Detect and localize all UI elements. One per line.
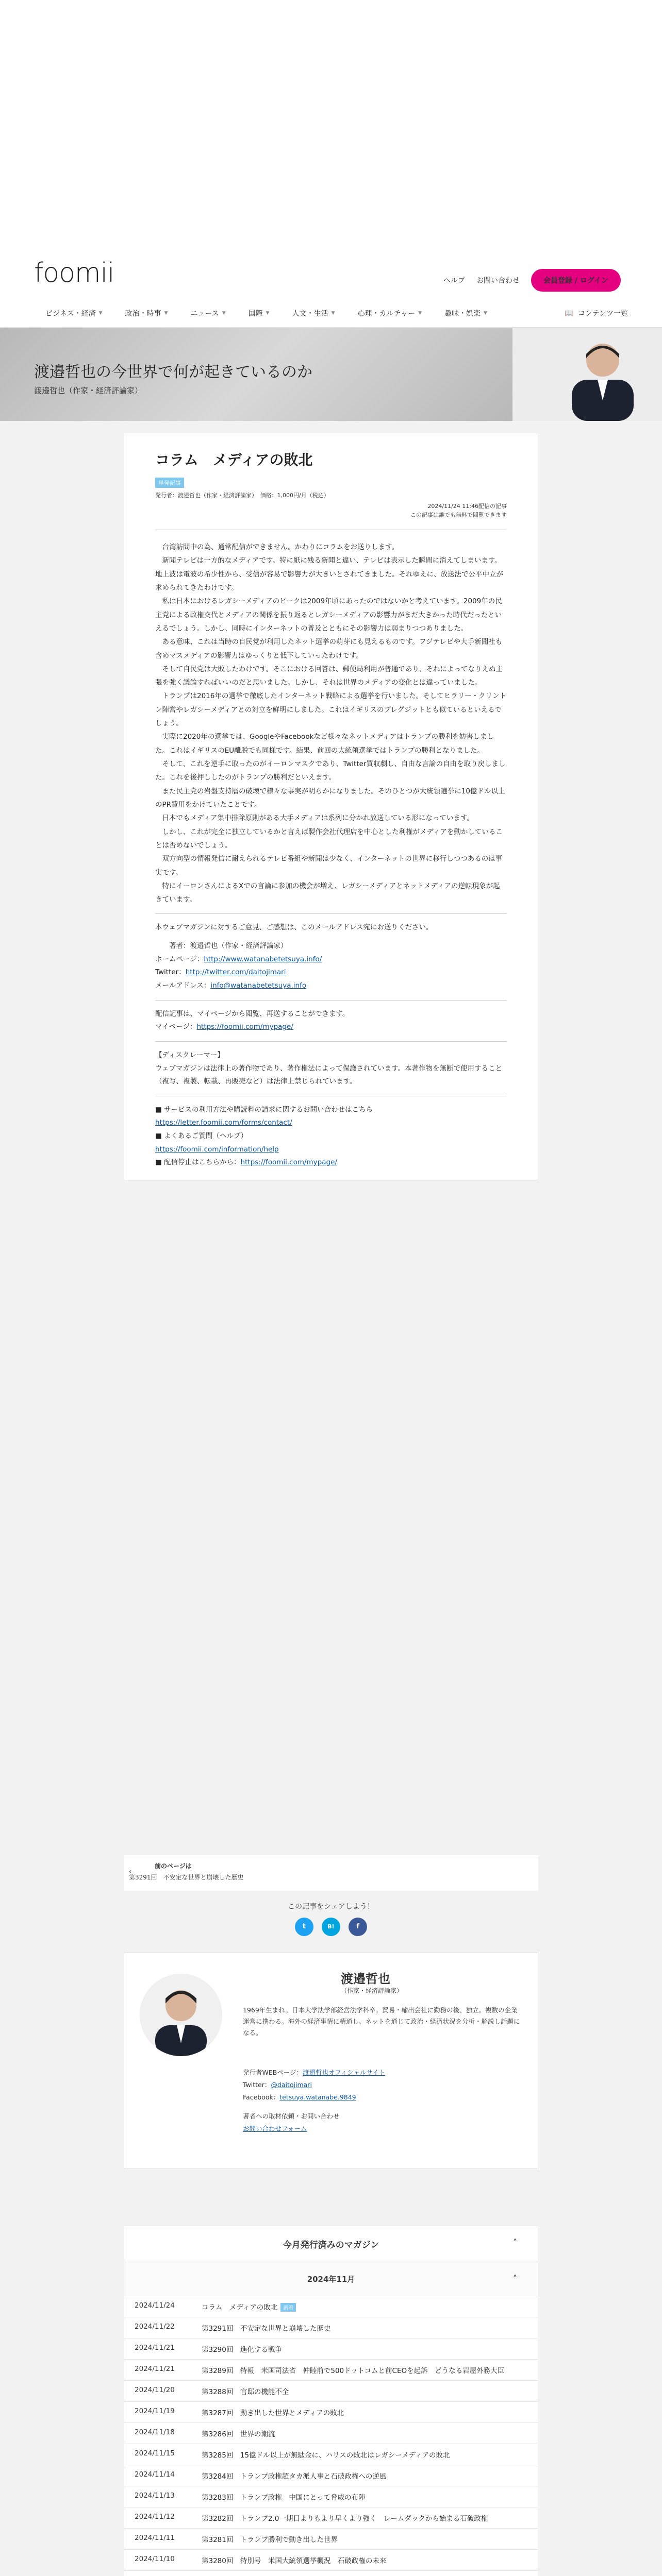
chevron-up-icon: ˄ xyxy=(513,2274,517,2283)
contact-heading: 著者への取材依頼・お問い合わせ xyxy=(243,2112,340,2121)
author-bio: 1969年生まれ。日本大学法学部経営法学科卒。貿易・輸出会社に勤務の後、独立。複数の企業運営に携わる。海外の経済事情に精通し、ネットを通じて政治・経済状況を分析・解説し話題になる。 xyxy=(243,2006,520,2037)
issue-title: コラム メディアの敗北 新着 xyxy=(202,2301,527,2312)
issue-row[interactable] xyxy=(124,2507,538,2529)
twitter-share-icon[interactable]: t xyxy=(295,1918,313,1936)
author-photo xyxy=(512,328,662,421)
issue-row[interactable] xyxy=(124,2423,538,2444)
author-profile xyxy=(124,1953,538,2169)
paragraph: ある意味、これは当時の自民党が利用したネット選挙の萌芽にも見えるものです。フジテレビや大手新聞社も含めマスメディアの影響力はゆっくりと低下していったわけです。 xyxy=(155,638,503,660)
help-link[interactable]: ヘルプ xyxy=(443,277,465,285)
nav-item-hobby[interactable]: 趣味・娯楽 ▼ xyxy=(444,309,487,318)
issue-title: 第3285回 15億ドル以上が無駄金に、ハリスの敗北はレガシーメディアの敗北 xyxy=(202,2451,450,2460)
issue-title: 第3291回 不安定な世界と崩壊した歴史 xyxy=(202,2325,331,2333)
issue-row[interactable] xyxy=(124,2338,538,2360)
article-date: 2024/11/24 11:46配信の記事 この記事は誰でも無料で閲覧できます xyxy=(410,503,507,518)
paragraph: また民主党の岩盤支持層の破壊で様々な事実が明らかになりました。そのひとつが大統領選挙に10億ドル以上のPR費用をかけていたことです。 xyxy=(155,787,505,809)
prev-page-nav[interactable] xyxy=(124,1855,538,1891)
site-logo[interactable]: foomii xyxy=(34,258,114,289)
author-role: （作家・経済評論家） xyxy=(341,1987,403,1994)
issue-date: 2024/11/22 xyxy=(135,2323,175,2331)
author-twitter-link[interactable]: @daitojimari xyxy=(271,2080,312,2089)
issue-title: 第3288回 官邸の機能不全 xyxy=(202,2388,289,2396)
issue-date: 2024/11/10 xyxy=(135,2555,175,2563)
issue-row[interactable] xyxy=(124,2529,538,2550)
article-type-tag: 単発記事 xyxy=(155,478,184,488)
magazine-hero xyxy=(0,328,662,421)
issue-row[interactable] xyxy=(124,2381,538,2402)
faq-label: ■ よくあるご質問（ヘルプ） xyxy=(155,1132,248,1141)
author-avatar xyxy=(140,1974,222,2056)
prev-label: 前のページは xyxy=(155,1862,192,1870)
category-nav xyxy=(0,299,662,328)
share-label: この記事をシェアしよう！ xyxy=(288,1903,374,1911)
nav-item-news[interactable]: ニュース ▼ xyxy=(190,309,226,318)
issue-row[interactable] xyxy=(124,2444,538,2465)
contact-link[interactable]: お問い合わせ xyxy=(476,277,520,285)
issue-date: 2024/11/14 xyxy=(135,2470,175,2479)
mypage-link[interactable]: https://foomii.com/mypage/ xyxy=(196,1023,293,1031)
twitter-link[interactable]: http://twitter.com/daitojimari xyxy=(185,968,286,977)
paragraph: 日本でもメディア集中排除原則がある大手メディアは系列に分かれ放送している形になっています。 xyxy=(162,814,474,823)
paragraph: 私は日本におけるレガシーメディアのピークは2009年頃にあったのではないかと考えています。2009年の民主党による政権交代とメディアの関係を振り返るとレガシーメディアの影響力がまだ大きかった時代だったといえるでしょう。しかし、同時にインターネットの普及とともにその影響力は弱まりつつありました。 xyxy=(155,597,502,633)
article-header xyxy=(124,433,538,530)
monthly-magazine xyxy=(124,2226,538,2576)
issue-date: 2024/11/18 xyxy=(135,2428,175,2436)
nav-item-politics[interactable]: 政治・時事 ▼ xyxy=(125,309,168,318)
issue-date: 2024/11/15 xyxy=(135,2449,175,2458)
homepage-link[interactable]: http://www.watanabetetsuya.info/ xyxy=(204,955,322,963)
issue-list xyxy=(124,2296,538,2576)
paragraph: 特にイーロンさんによるXでの言論に参加の機会が増え、レガシーメディアとネットメディアの逆転現象が起きています。 xyxy=(155,882,500,904)
issue-row[interactable] xyxy=(124,2486,538,2507)
paragraph: 新聞テレビは一方的なメディアです。特に紙に残る新聞と違い、テレビは表示した瞬間に消えてしまいます。地上波は電波の希少性から、受信が容易で影響力が大きいとされてきました。それゆえに、放送法で公平中立が求められてきたわけです。 xyxy=(155,556,503,592)
issue-row[interactable] xyxy=(124,2465,538,2486)
issue-row[interactable] xyxy=(124,2402,538,2423)
magazine-author: 渡邉哲也（作家・経済評論家） xyxy=(34,386,143,395)
chevron-down-icon: ▼ xyxy=(222,310,226,316)
issue-row[interactable] xyxy=(124,2296,538,2317)
contact-form-link[interactable]: https://letter.foomii.com/forms/contact/ xyxy=(155,1118,292,1127)
article-title: コラム メディアの敗北 xyxy=(155,451,313,468)
issue-title: 第3282回 トランプ2.0一期目よりもより早くより強く レームダックから始まる石破政権 xyxy=(202,2515,488,2523)
mypage-note: 配信記事は、マイページから閲覧、再送することができます。 xyxy=(155,1009,350,1018)
book-icon: 📖 xyxy=(565,309,574,317)
issue-date: 2024/11/13 xyxy=(135,2492,175,2500)
chevron-down-icon: ▼ xyxy=(331,310,335,316)
paragraph: 台湾訪問中の為、通常配信ができません。かわりにコラムをお送りします。 xyxy=(162,543,399,551)
paragraph: そして自民党は大敗したわけです。そこにおける回答は、郵便局利用が普通であり、それによってなりえぬ主張を強く議論すればいいのだと思いました。しかし、それは世界のメディアの変化とは違っていました。 xyxy=(155,665,503,687)
author-name: 渡邉哲也 xyxy=(341,1972,390,1986)
issue-date: 2024/11/12 xyxy=(135,2513,175,2521)
issue-date: 2024/11/21 xyxy=(135,2365,175,2373)
paragraph: そして、これを逆手に取ったのがイーロンマスクであり、Twitter買収劇し、自由な言論の自由を取り戻しました。これを後押ししたのがトランプの勝利だといえます。 xyxy=(155,760,506,782)
nav-item-intl[interactable]: 国際 ▼ xyxy=(248,309,270,318)
chevron-down-icon: ▼ xyxy=(266,310,270,316)
issue-title: 第3283回 トランプ政権 中国にとって脅威の布陣 xyxy=(202,2494,366,2502)
disclaimer-text: ウェブマガジンは法律上の著作物であり、著作権法によって保護されています。本著作物を無断で使用すること（複写、複製、転載、再販売など）は法律上禁じられています。 xyxy=(155,1064,503,1086)
issue-title: 第3290回 進化する戦争 xyxy=(202,2346,282,2354)
unsubscribe-link[interactable]: https://foomii.com/mypage/ xyxy=(240,1158,337,1167)
author-links: 発行者WEBページ：渡邉哲也オフィシャルサイト Twitter：@daitojimari Facebook：tetsuya.watanabe.9849 著者への取材依頼・お問い合わせ お問い合わせフォーム xyxy=(243,2069,386,2132)
contents-list-link[interactable]: 📖 コンテンツ一覧 xyxy=(565,309,628,318)
issue-date: 2024/11/24 xyxy=(135,2301,175,2310)
divider xyxy=(155,1000,507,1001)
issue-title: 第3281回 トランプ勝利で動き出した世界 xyxy=(202,2536,338,2544)
unsubscribe-row: ■ 配信停止はこちらから：https://foomii.com/mypage/ xyxy=(155,1158,337,1167)
facebook-share-icon[interactable]: f xyxy=(349,1918,367,1936)
paragraph: 実際に2020年の選挙では、GoogleやFacebookなど様々なネットメディアはトランプの勝利を妨害しました。これはイギリスのEU離脱でも同様です。結果、前回の大統領選挙ではトランプの勝利となりました。 xyxy=(155,733,494,755)
paragraph: 双方向型の情報発信に耐えられるテレビ番組や新聞は少なく、インターネットの世界に移行しつつあるのは事実です。 xyxy=(155,855,503,877)
magazine-title: 渡邉哲也の今世界で何が起きているのか xyxy=(34,363,312,381)
divider xyxy=(155,913,507,914)
chevron-down-icon: ▼ xyxy=(484,310,487,316)
monthly-heading[interactable]: 今月発行済みのマガジン ˄ xyxy=(124,2226,538,2262)
mypage-row: マイページ：https://foomii.com/mypage/ xyxy=(155,1023,293,1031)
homepage-row: ホームページ：http://www.watanabetetsuya.info/ xyxy=(155,955,322,963)
header-links xyxy=(443,269,621,292)
issue-title: 第3286回 世界の潮流 xyxy=(202,2430,275,2438)
issue-row[interactable] xyxy=(124,2317,538,2338)
nav-item-business[interactable]: ビジネス・経済 ▼ xyxy=(45,309,103,318)
issue-title: 第3287回 動き出した世界とメディアの敗北 xyxy=(202,2409,344,2417)
closing-note: 本ウェブマガジンに対するご意見、ご感想は、このメールアドレス宛にお送りください。 xyxy=(155,923,433,932)
article-body xyxy=(124,530,538,1180)
hatena-share-icon[interactable]: B! xyxy=(322,1918,340,1936)
author-facebook-link[interactable]: tetsuya.watanabe.9849 xyxy=(279,2093,356,2101)
login-button[interactable]: 会員登録 / ログイン xyxy=(531,269,621,292)
chevron-down-icon: ▼ xyxy=(98,310,103,316)
issue-row[interactable] xyxy=(124,2360,538,2381)
paragraph: しかし、これが完全に独立しているかと言えば製作会社代理店を中心とした利権がメディアを動かしていることは否めないでしょう。 xyxy=(155,827,503,850)
twitter-row: Twitter：http://twitter.com/daitojimari xyxy=(155,968,286,977)
new-badge: 新着 xyxy=(280,2303,296,2312)
nav-item-culture[interactable]: 心理・カルチャー ▼ xyxy=(357,309,422,318)
issue-title: 第3280回 特別号 米国大統領選挙概況 石破政権の未来 xyxy=(202,2557,387,2565)
chevron-up-icon: ˄ xyxy=(513,2238,517,2247)
faq-link[interactable]: https://foomii.com/information/help xyxy=(155,1145,279,1154)
issue-title: 第3284回 トランプ政権超タカ派人事と石破政権への逆風 xyxy=(202,2472,387,2481)
paragraph: トランプは2016年の選挙で徹底したインターネット戦略による選挙を行いました。そしてヒラリー・クリントン陣営やレガシーメディアとの対立を鮮明にしました。これはイギリスのブレグジットとも似ているといえるでしょう。 xyxy=(155,692,507,728)
publisher-info xyxy=(155,921,507,1170)
disclaimer-heading: 【ディスクレーマー】 xyxy=(155,1050,224,1059)
chevron-down-icon: ▼ xyxy=(164,310,168,316)
issue-date: 2024/11/11 xyxy=(135,2534,175,2542)
site-header xyxy=(0,0,662,318)
chevron-left-icon: ‹ xyxy=(129,1868,132,1876)
issue-date: 2024/11/20 xyxy=(135,2386,175,2394)
author-credit: 著者：渡邉哲也（作家・経済評論家） xyxy=(169,942,288,951)
contact-form-link[interactable]: お問い合わせフォーム xyxy=(243,2125,307,2132)
issue-date: 2024/11/21 xyxy=(135,2344,175,2352)
mail-link[interactable]: info@watanabetetsuya.info xyxy=(210,981,307,990)
issue-title: 第3289回 特報 米国司法省 仲睦前で500ドットコムと前CEOを起訴 どうなる岩屋外務大臣 xyxy=(202,2367,505,2375)
author-web-link[interactable]: 渡邉哲也オフィシャルサイト xyxy=(303,2069,386,2076)
mail-row: メールアドレス：info@watanabetetsuya.info xyxy=(155,981,307,990)
article-meta: 発行者：渡邉哲也（作家・経済評論家） 価格：1,000円/月（税込） xyxy=(155,492,329,499)
month-heading[interactable]: 2024年11月 ˄ xyxy=(124,2262,538,2296)
share-section xyxy=(124,1901,538,1936)
issue-date: 2024/11/19 xyxy=(135,2407,175,2415)
issue-row[interactable] xyxy=(124,2550,538,2571)
prev-title: 第3291回 不安定な世界と崩壊した歴史 xyxy=(129,1874,244,1881)
issue-row[interactable] xyxy=(124,2571,538,2576)
article-card xyxy=(124,433,538,1180)
chevron-down-icon: ▼ xyxy=(418,310,422,316)
divider xyxy=(155,1041,507,1042)
nav-item-life[interactable]: 人文・生活 ▼ xyxy=(292,309,335,318)
contact-info-label: ■ サービスの利用方法や購読料の請求に関するお問い合わせはこちら xyxy=(155,1105,373,1114)
